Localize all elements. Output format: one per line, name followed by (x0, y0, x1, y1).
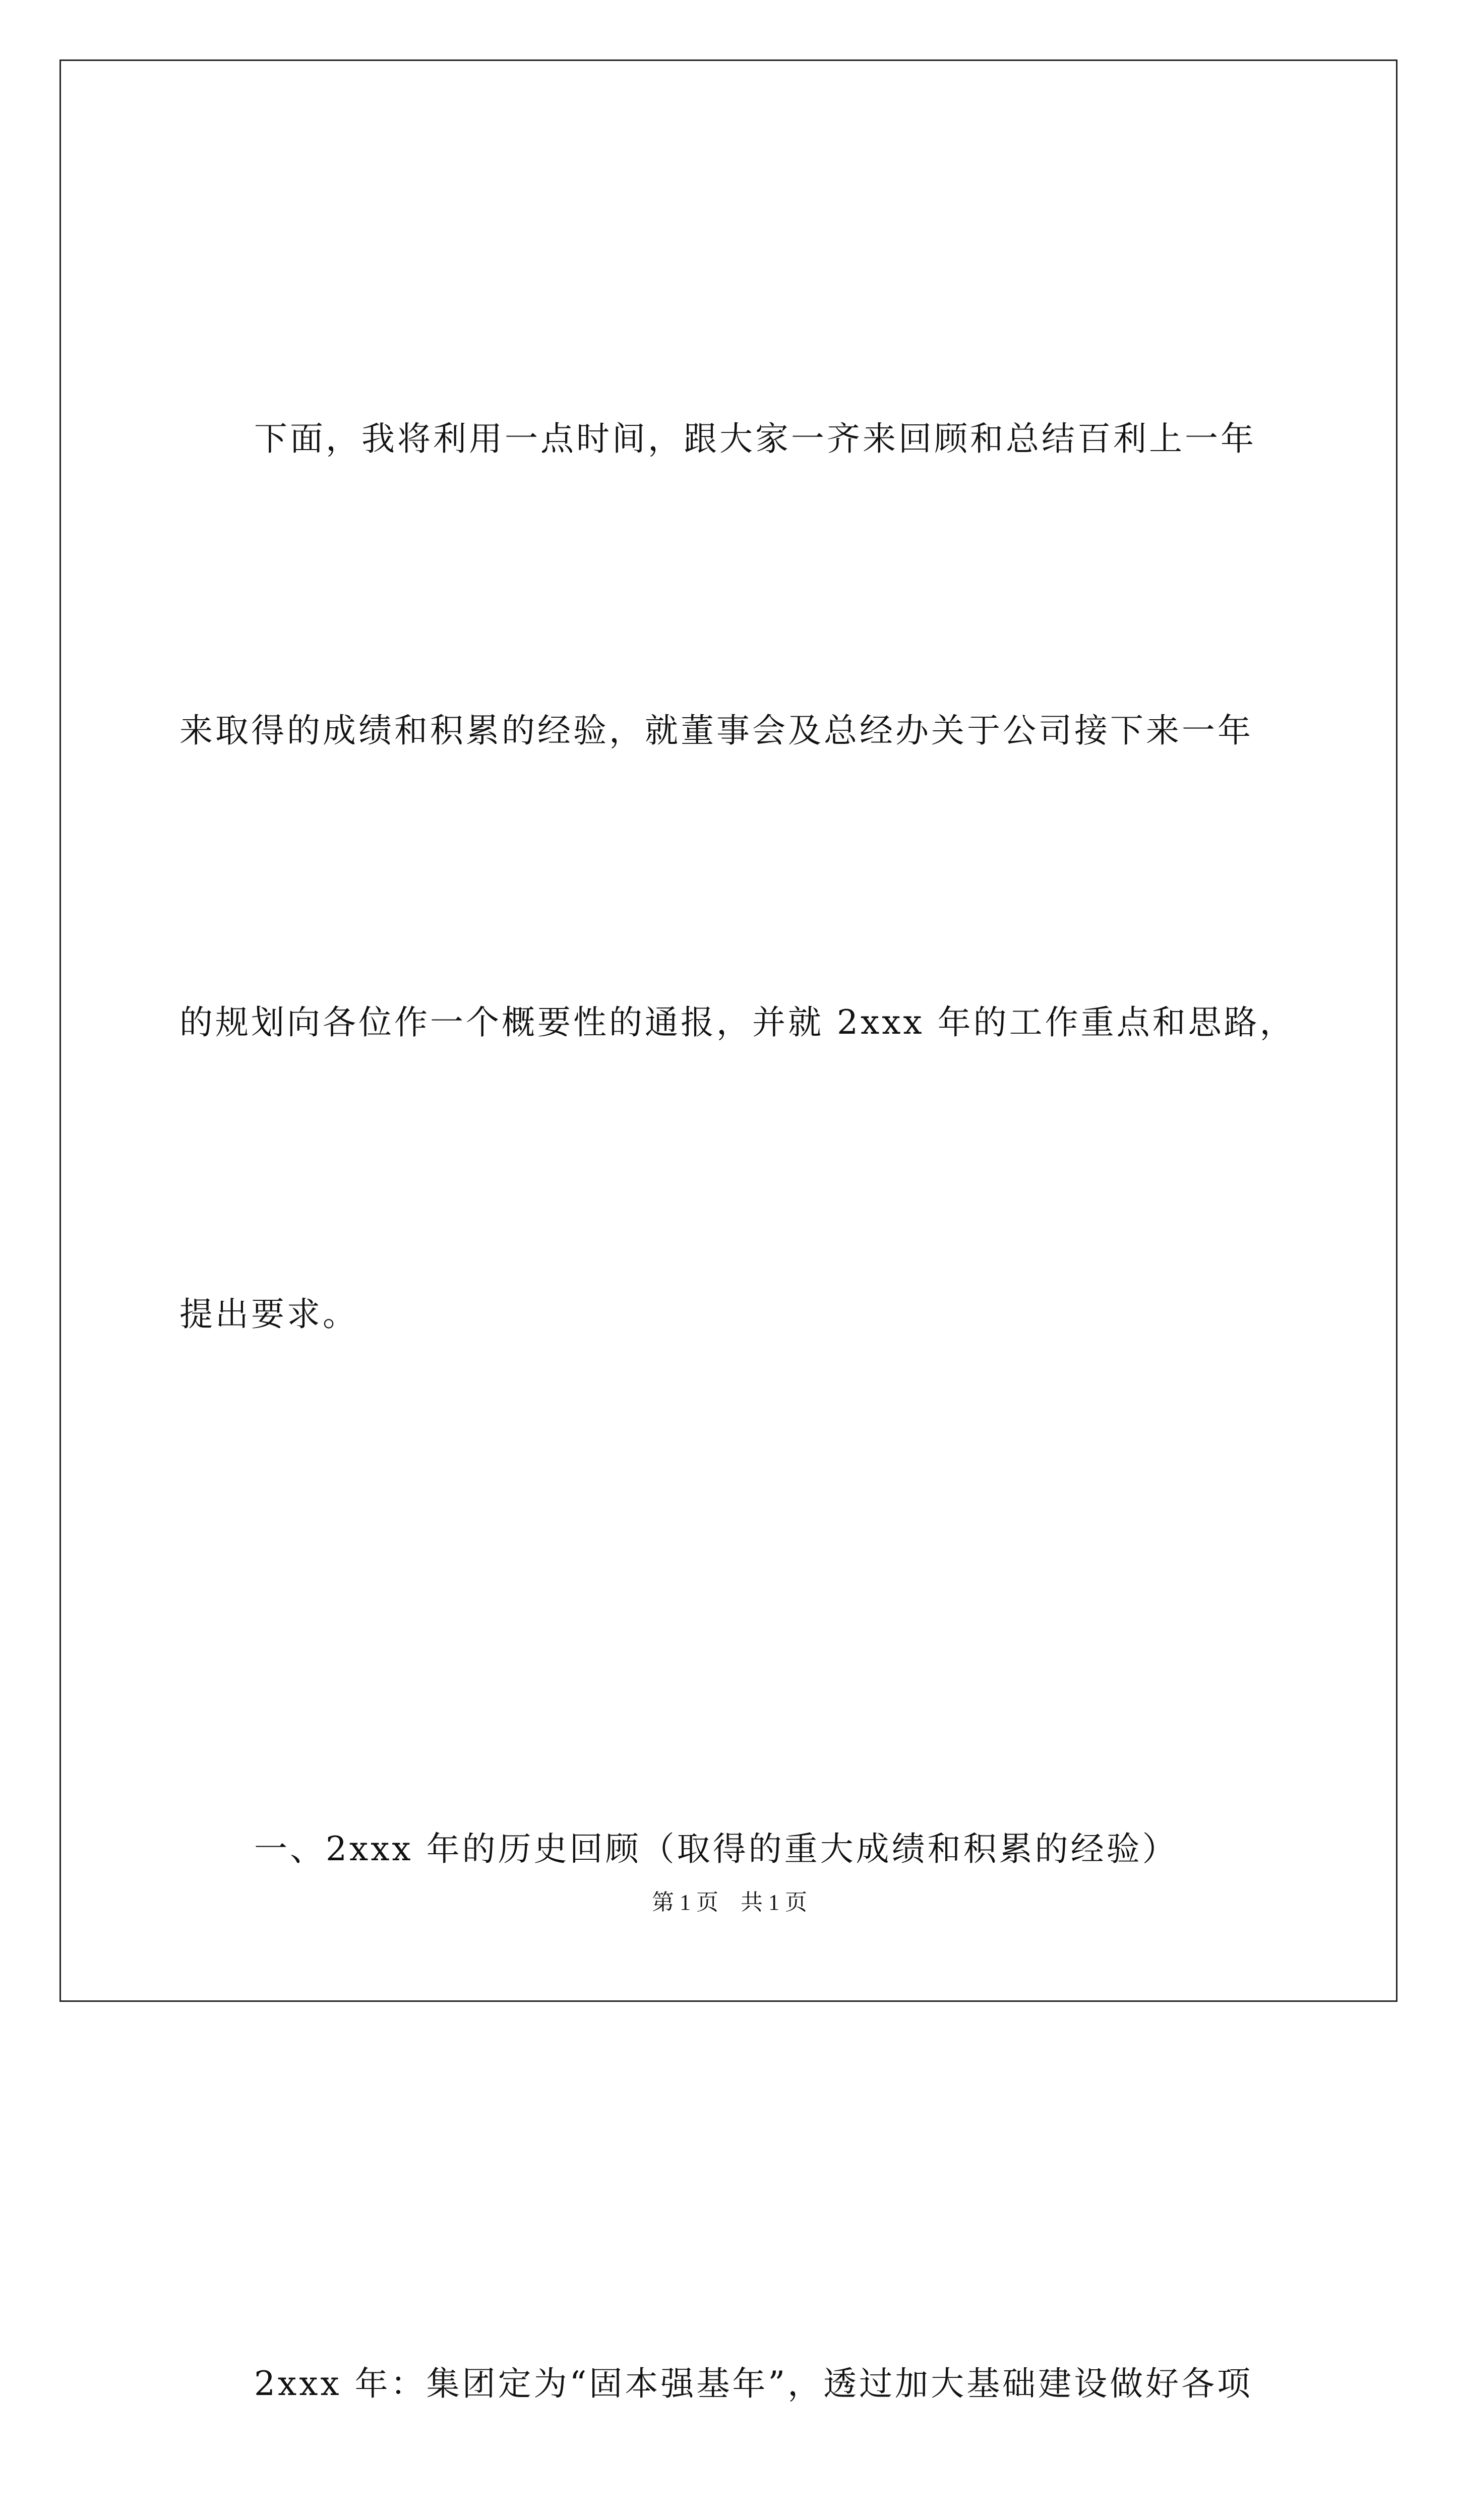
section-heading (179, 1606, 1289, 2092)
text-line: 的规划向各位作一个概要性的通报，并就 2xxx 年的工作重点和思路， (179, 1003, 1296, 1042)
paragraph-intro (179, 196, 1296, 1557)
text-line: 下面，我将利用一点时间，跟大家一齐来回顾和总结百利上一年 (254, 419, 1256, 458)
page-footer: 第 1 页 共 1 页 (652, 1890, 807, 1915)
paragraph-year-summary (179, 2140, 1289, 2520)
text-line: 提出要求。 (179, 1295, 358, 1334)
heading-line: 一、2xxx 年的历史回顾（取得的重大成绩和积累的经验） (254, 1830, 1178, 1868)
text-line: 2xxx 年：集团定为“固本强基年”，透过加大基础建设做好各项 (254, 2364, 1253, 2403)
text-line: 来取得的成绩和积累的经验，就董事会及总经办关于公司接下来一年 (179, 711, 1253, 750)
document-body (179, 196, 1296, 2520)
